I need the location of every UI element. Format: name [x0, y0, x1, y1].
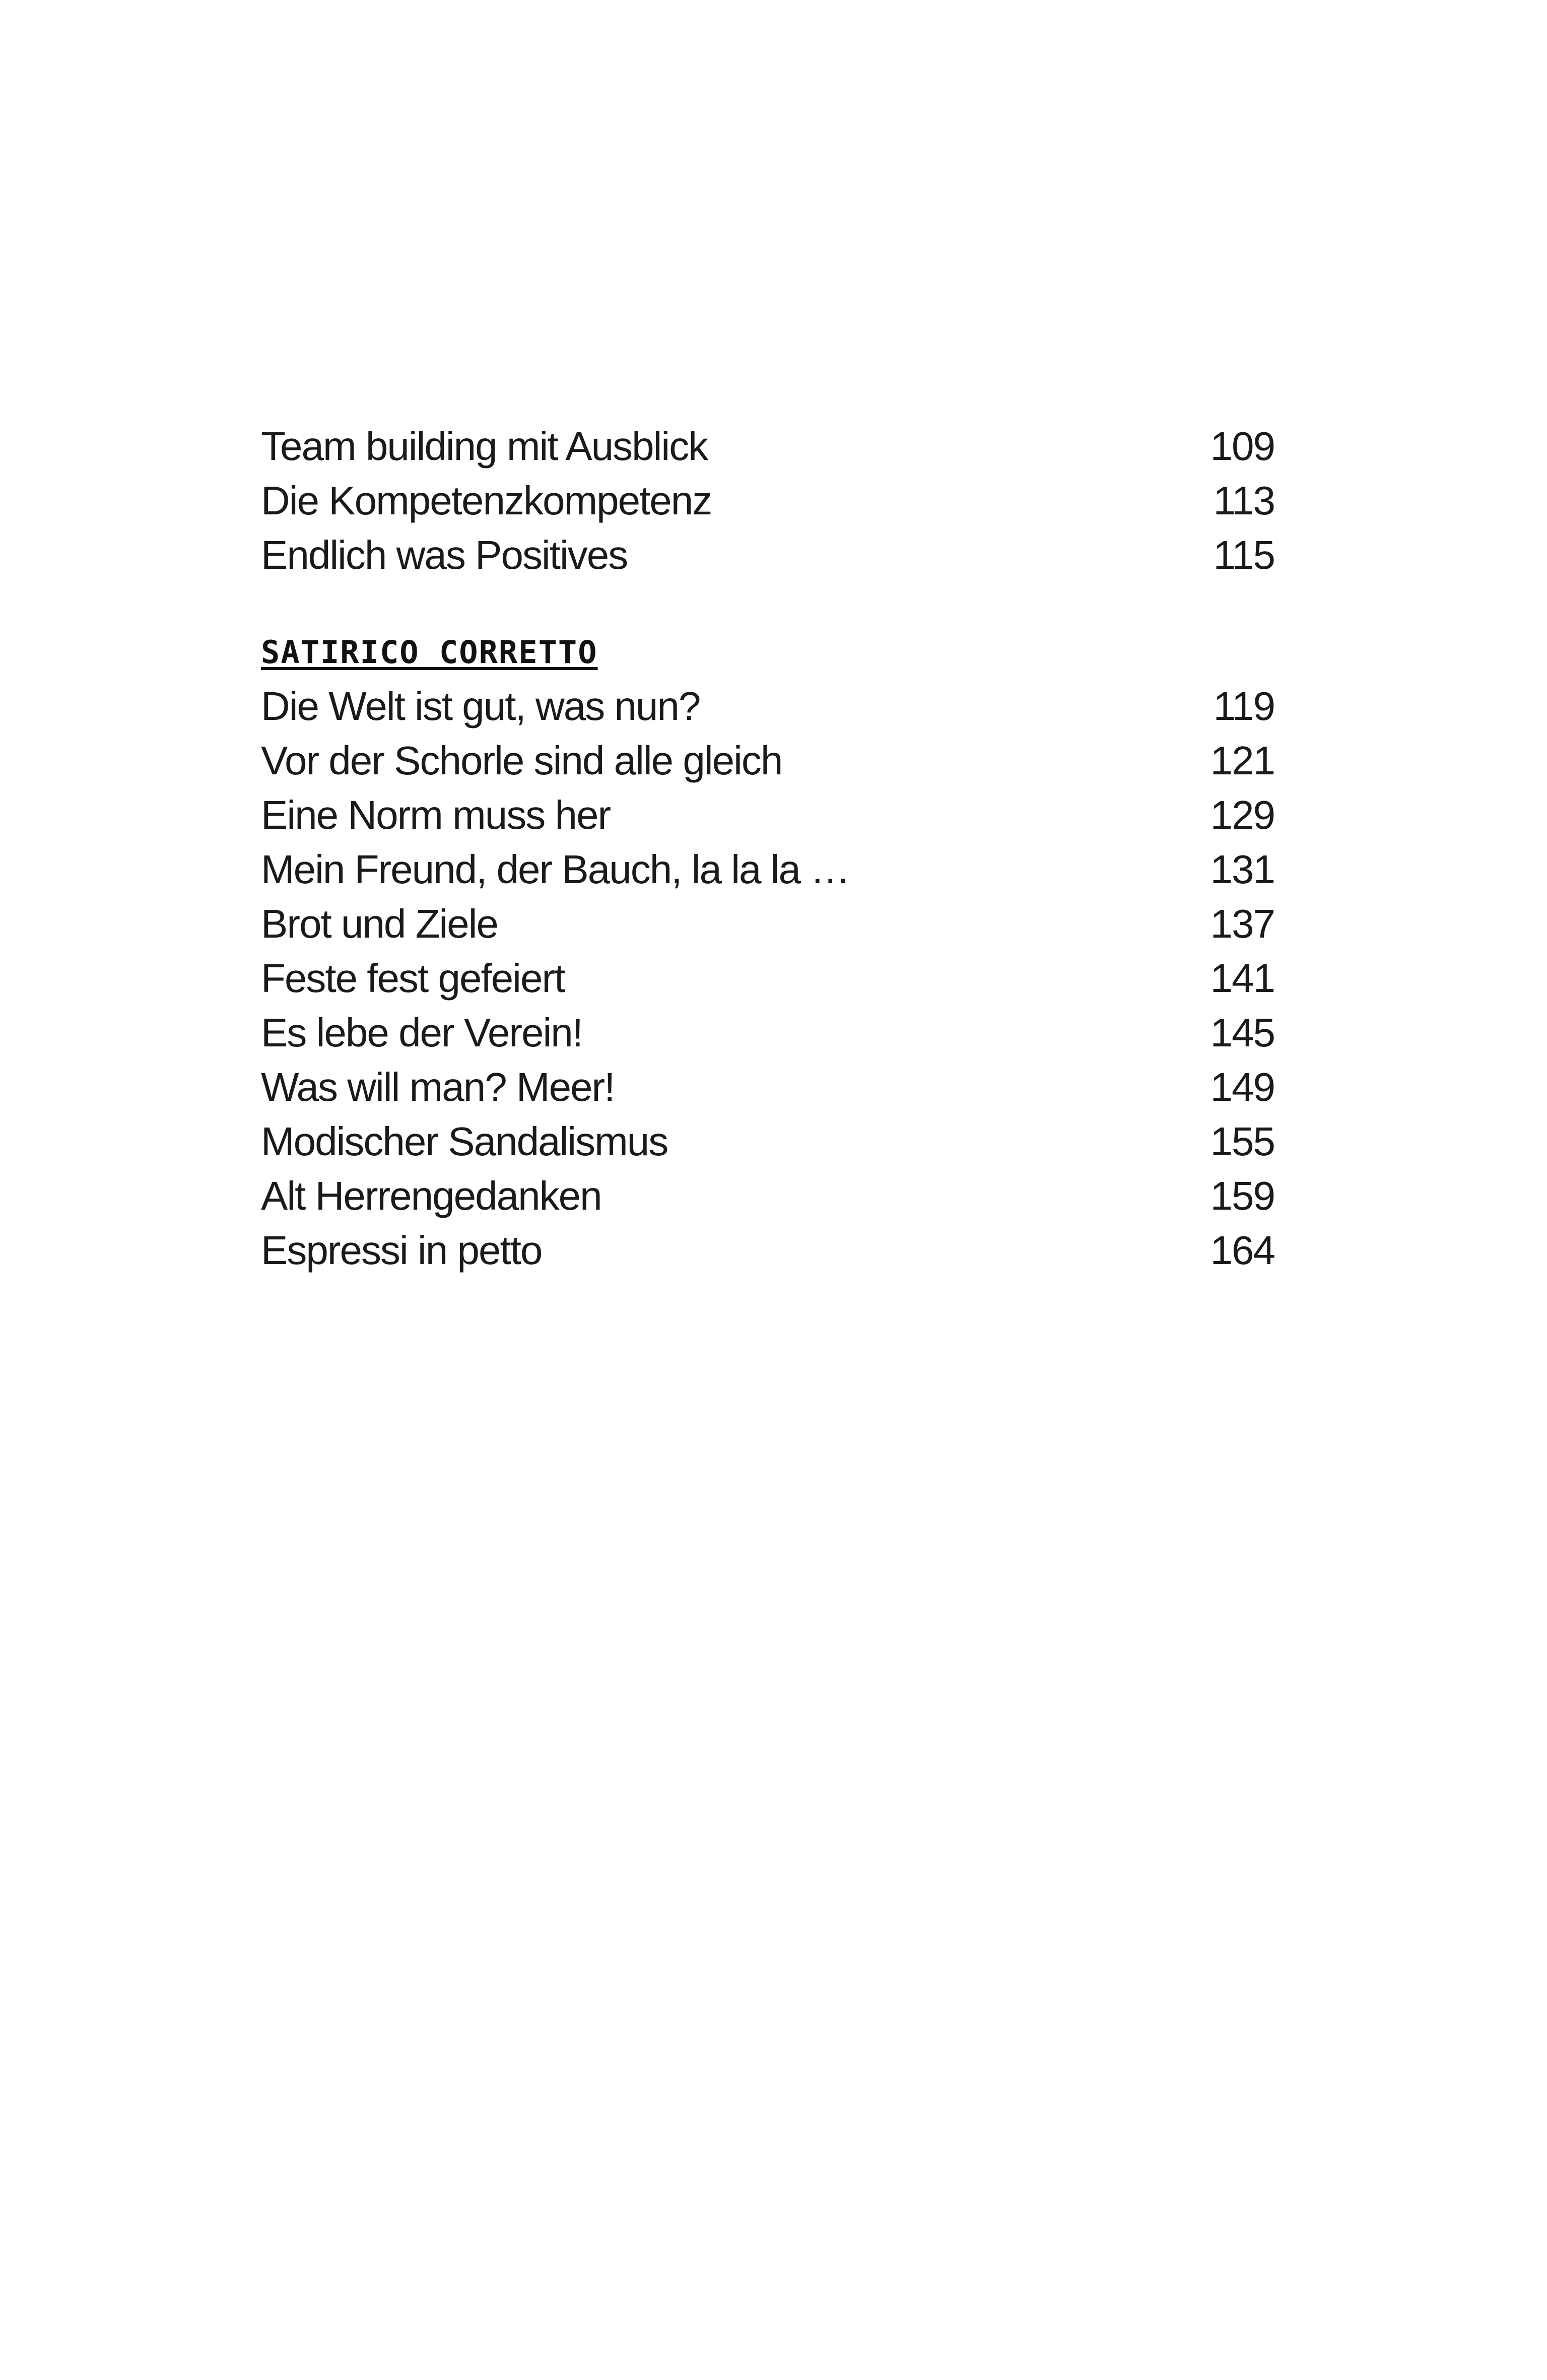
toc-entry-page: 164 [1210, 1228, 1274, 1273]
toc-entry-page: 137 [1210, 901, 1274, 946]
toc-entry-title: Die Welt ist gut, was nun? [261, 684, 700, 729]
toc-entry-page: 115 [1213, 533, 1274, 577]
toc-list-top [261, 419, 1274, 582]
toc-entry-title: Es lebe der Verein! [261, 1010, 582, 1055]
toc-entry-page: 129 [1210, 792, 1274, 837]
toc-entry [261, 474, 1274, 528]
toc-entry-title: Brot und Ziele [261, 901, 498, 946]
toc-entry [261, 1114, 1274, 1169]
toc-entry-title: Endlich was Positives [261, 533, 628, 577]
toc-entry-title: Modischer Sandalismus [261, 1119, 668, 1164]
toc-entry-page: 159 [1210, 1173, 1274, 1218]
section-heading: SATIRICO CORRETTO [261, 634, 598, 671]
toc-entry [261, 679, 1274, 734]
toc-entry-title: Mein Freund, der Bauch, la la la … [261, 847, 850, 892]
toc-entry-page: 131 [1210, 847, 1274, 892]
toc-entry-title: Espressi in petto [261, 1228, 542, 1273]
toc-entry [261, 734, 1274, 788]
toc-entry-page: 109 [1210, 424, 1274, 469]
toc-entry [261, 1169, 1274, 1223]
toc-entry-page: 121 [1210, 738, 1274, 783]
toc-entry [261, 1223, 1274, 1278]
toc-entry-title: Vor der Schorle sind alle gleich [261, 738, 782, 783]
toc-entry-title: Alt Herrengedanken [261, 1173, 601, 1218]
toc-entry-page: 119 [1213, 684, 1274, 729]
toc-entry-page: 141 [1210, 956, 1274, 1001]
toc-entry-page: 145 [1210, 1010, 1274, 1055]
toc-entry-title: Team building mit Ausblick [261, 424, 708, 469]
toc-entry-page: 149 [1210, 1065, 1274, 1109]
toc-entry [261, 1006, 1274, 1060]
toc-list-section [261, 679, 1274, 1278]
toc-entry-title: Die Kompetenzkompetenz [261, 478, 712, 523]
toc-entry-page: 155 [1210, 1119, 1274, 1164]
toc-entry [261, 842, 1274, 897]
toc-entry [261, 1060, 1274, 1114]
toc-entry [261, 528, 1274, 582]
toc-entry [261, 419, 1274, 474]
toc-entry-title: Eine Norm muss her [261, 792, 611, 837]
toc-entry-title: Feste fest gefeiert [261, 956, 565, 1001]
toc-entry-page: 113 [1213, 478, 1274, 523]
toc-entry-title: Was will man? Meer! [261, 1065, 615, 1109]
table-of-contents [261, 419, 1274, 1278]
toc-entry [261, 951, 1274, 1006]
toc-entry [261, 897, 1274, 951]
toc-entry [261, 788, 1274, 842]
